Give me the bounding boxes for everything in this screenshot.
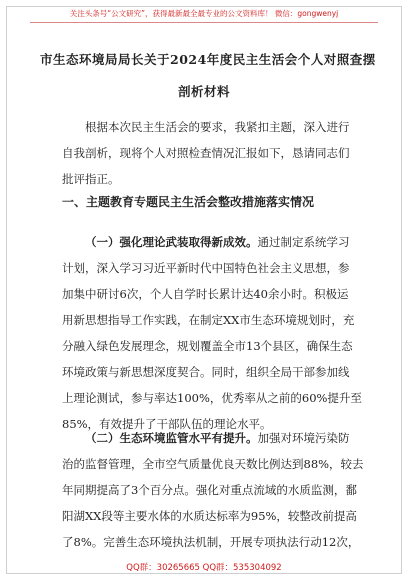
- item-1-line: 计划，深入学习习近平新时代中国特色社会主义思想，参: [62, 261, 350, 275]
- intro-line: 根据本次民主生活会的要求，我紧扣主题，深入进行: [85, 120, 350, 134]
- item-1-heading: （一）强化理论武装取得新成效。: [85, 235, 258, 249]
- item-2-heading: （二）生态环境监管水平有提升。: [85, 431, 258, 445]
- item-1-line: 加集中研讨6次，个人自学时长累计达40余小时。积极运: [62, 287, 349, 301]
- document-title-line-1: 市生态环境局局长关于2024年度民主生活会个人对照查摆: [40, 52, 376, 67]
- item-2-line: 阳湖XX段等主要水体的水质达标率为95%，较整改前提高: [62, 509, 357, 523]
- item-2-text: 加强对环境污染防: [257, 431, 350, 445]
- item-1-text: 通过制定系统学习: [257, 235, 350, 249]
- item-1-line: 环境政策与新思想深度契合。同时，组织全局干部参加线: [62, 365, 350, 379]
- item-1-line: 分融入绿色发展理念，规划覆盖全市13个县区，确保生态: [62, 339, 353, 353]
- footer-qq-groups: QQ群：30265665 QQ群：535304092: [126, 563, 282, 573]
- section-heading-1: 一、主题教育专题民主生活会整改措施落实情况: [62, 195, 315, 209]
- document-title-line-2: 剖析材料: [177, 84, 230, 99]
- intro-paragraph: [62, 114, 352, 192]
- item-1-line: 用新思想指导工作实践，在制定XX市生态环境规划时，充: [62, 313, 355, 327]
- item-2-line: 了8%。完善生态环境执法机制，开展专项执法行动12次，: [62, 535, 360, 549]
- header-divider: [30, 22, 378, 23]
- intro-line: 批评指正。: [62, 172, 120, 186]
- item-2-line: 年同期提高了3个百分点。强化对重点流域的水质监测，鄱: [62, 483, 357, 497]
- item-2-first-line: [62, 425, 352, 451]
- item-1-first-line: [62, 229, 352, 255]
- item-1-line: 85%，有效提升了干部队伍的理论水平。: [62, 417, 272, 431]
- item-1-line: 上理论测试，参与率达100%，优秀率从之前的60%提升至: [62, 391, 362, 405]
- item-2-paragraph: [62, 425, 364, 555]
- item-2-line: 治的监督管理，全市空气质量优良天数比例达到88%，较去: [62, 457, 364, 471]
- header-banner: 关注头条号“公文研究”，获得最新最全最专业的公文资料库！ 微信：gongwenyj: [69, 9, 339, 18]
- intro-line: 自我剖析，现将个人对照检查情况汇报如下，恳请同志们: [62, 146, 350, 160]
- item-1-paragraph: [62, 229, 362, 437]
